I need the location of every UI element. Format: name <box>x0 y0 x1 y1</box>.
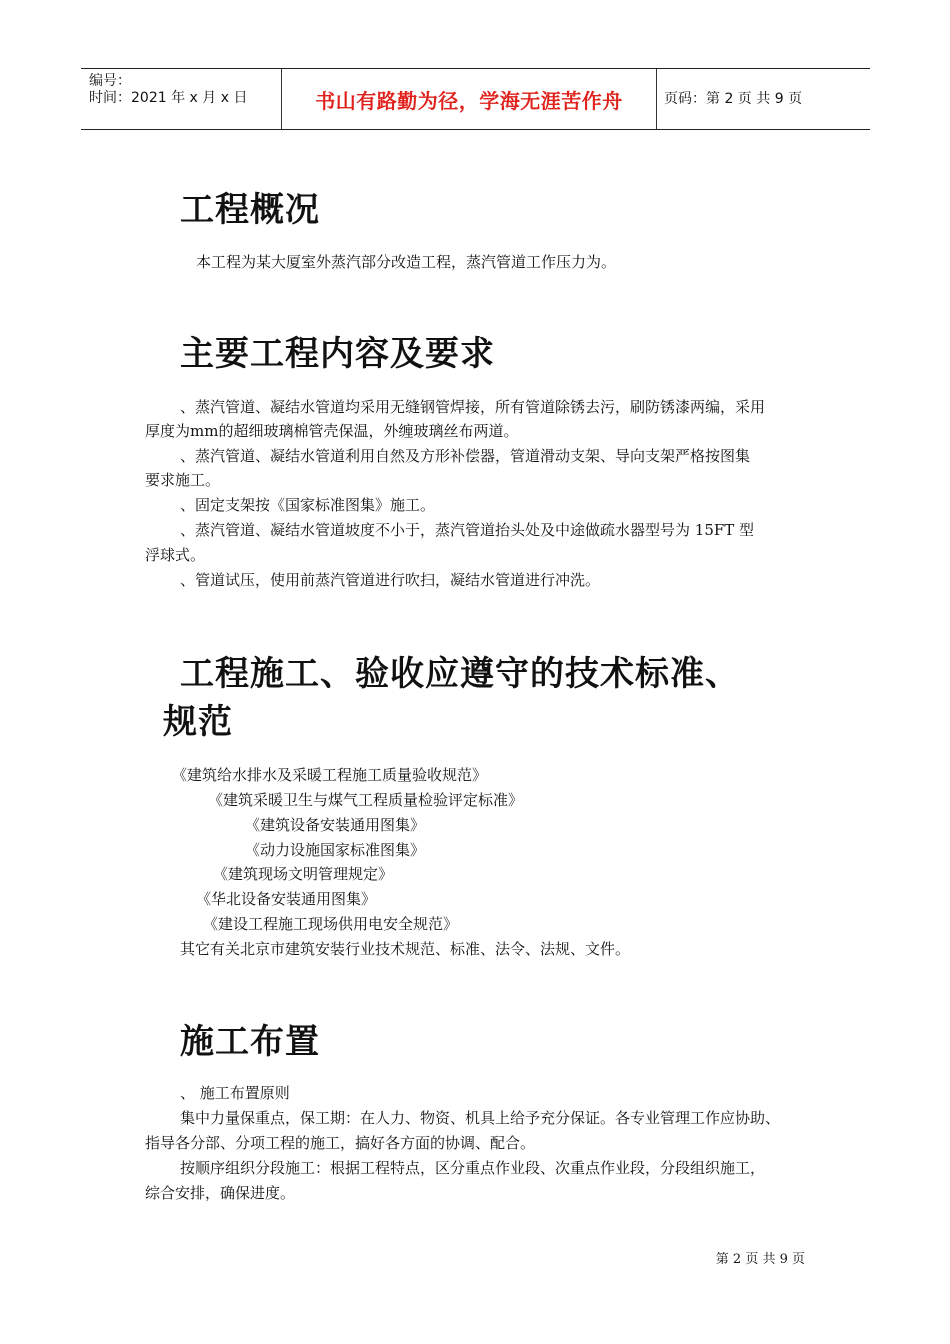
section-title-layout: 施工布置 <box>180 1022 320 1062</box>
page-number-label: 页码：第 2 页 共 9 页 <box>664 91 803 107</box>
standard-item: 《动力设施国家标准图集》 <box>245 841 426 859</box>
section-title-overview: 工程概况 <box>180 190 320 230</box>
section-title-main-content: 主要工程内容及要求 <box>180 334 495 374</box>
paragraph-line: 集中力量保重点，保工期：在人力、物资、机具上给予充分保证。各专业管理工作应协助、 <box>180 1109 781 1127</box>
paragraph-line: 综合安排，确保进度。 <box>145 1184 296 1202</box>
paragraph-line: 厚度为mm的超细玻璃棉管壳保温，外缠玻璃丝布两道。 <box>145 422 519 440</box>
paragraph-line: 要求施工。 <box>145 471 221 489</box>
paragraph-line: 、管道试压，使用前蒸汽管道进行吹扫，凝结水管道进行冲洗。 <box>180 571 601 589</box>
paragraph-line: 、蒸汽管道、凝结水管道坡度不小于，蒸汽管道抬头处及中途做疏水器型号为 15FT 型 <box>180 521 755 539</box>
document-date-label: 时间：2021 年 x 月 x 日 <box>89 90 248 106</box>
section-title-standards: 工程施工、验收应遵守的技术标准、 <box>180 654 740 694</box>
standard-item: 《建筑设备安装通用图集》 <box>245 816 426 834</box>
paragraph-line: 、 施工布置原则 <box>180 1084 290 1102</box>
paragraph-line: 按顺序组织分段施工：根据工程特点，区分重点作业段、次重点作业段，分段组织施工， <box>180 1159 766 1177</box>
standard-item: 《建筑给水排水及采暖工程施工质量验收规范》 <box>172 766 488 784</box>
standard-item: 《建筑采暖卫生与煤气工程质量检验评定标准》 <box>208 791 524 809</box>
paragraph-line: 、蒸汽管道、凝结水管道利用自然及方形补偿器，管道滑动支架、导向支架严格按图集 <box>180 447 751 465</box>
standard-item: 《建设工程施工现场供用电安全规范》 <box>203 915 459 933</box>
paragraph-line: 浮球式。 <box>145 546 206 564</box>
header-page-cell <box>656 69 870 129</box>
page-footer: 第 2 页 共 9 页 <box>715 1252 805 1267</box>
standard-item: 《华北设备安装通用图集》 <box>196 890 377 908</box>
standard-item: 其它有关北京市建筑安装行业技术规范、标准、法令、法规、文件。 <box>180 940 631 958</box>
header-motto-cell <box>281 69 657 129</box>
paragraph-line: 、蒸汽管道、凝结水管道均采用无缝钢管焊接，所有管道除锈去污，刷防锈漆两编，采用 <box>180 398 766 416</box>
paragraph-line: 、固定支架按《国家标准图集》施工。 <box>180 496 436 514</box>
motto-text: 书山有路勤为径，学海无涯苦作舟 <box>315 88 623 113</box>
paragraph-line: 指导各分部、分项工程的施工，搞好各方面的协调、配合。 <box>145 1134 536 1152</box>
page-header <box>81 68 870 130</box>
header-left-cell <box>81 69 281 129</box>
section-title-standards-cont: 规范 <box>163 702 233 742</box>
document-number-label: 编号： <box>89 73 131 89</box>
standard-item: 《建筑现场文明管理规定》 <box>213 865 394 883</box>
paragraph-line: 本工程为某大厦室外蒸汽部分改造工程，蒸汽管道工作压力为。 <box>196 253 617 271</box>
